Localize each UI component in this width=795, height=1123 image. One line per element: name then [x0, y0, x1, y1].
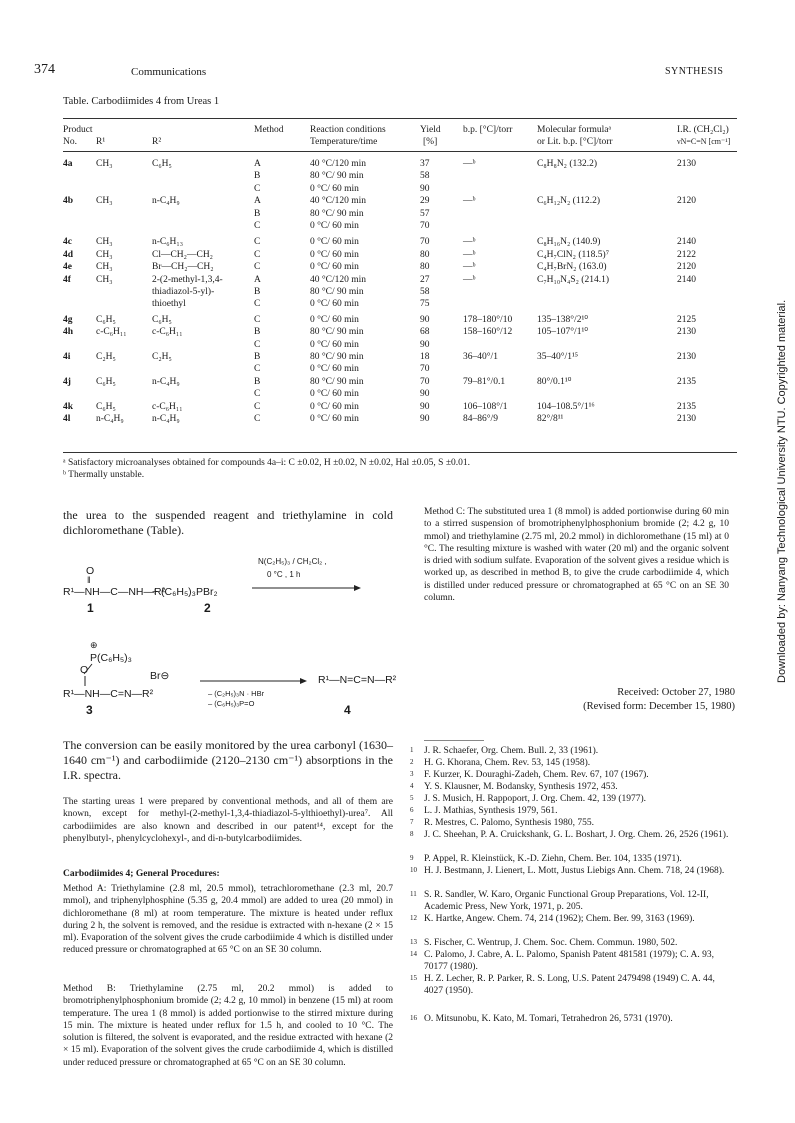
- th-yield-unit: [%]: [423, 137, 438, 147]
- cell-yield: 70: [420, 237, 430, 248]
- cell-product-no: 4e: [63, 262, 72, 273]
- cell-yield: 90: [420, 339, 430, 350]
- reference-item: [410, 889, 734, 913]
- reference-text: O. Mitsunobu, K. Kato, M. Tomari, Tetrahedron 26, 5731 (1970).: [424, 1014, 673, 1024]
- cell-yield: 80: [420, 249, 430, 260]
- reference-number: 10: [410, 866, 417, 874]
- cell-ir: 2130: [677, 159, 696, 169]
- cell-r2: c-C₆H₁₁: [152, 401, 183, 412]
- cell-bp: —ᵇ: [463, 249, 476, 260]
- cell-ir: 2135: [677, 376, 696, 387]
- scheme-p-group: P(C₆H₅)₃: [90, 652, 132, 664]
- reference-number: 8: [410, 830, 414, 838]
- reference-number: 7: [410, 818, 414, 826]
- cell-yield: 37: [420, 159, 430, 169]
- cell-bp: —ᵇ: [463, 274, 476, 285]
- cell-yield: 70: [420, 221, 430, 231]
- cell-ir: 2140: [677, 274, 696, 285]
- reference-text: H. J. Bestmann, J. Lienert, L. Mott, Justus Liebigs Ann. Chem. 718, 24 (1968).: [424, 866, 725, 876]
- cell-conditions: 80 °C/ 90 min: [310, 171, 364, 182]
- cell-conditions: 0 °C/ 60 min: [310, 183, 359, 194]
- cell-r1: CH₃: [96, 159, 113, 169]
- cell-bp: —ᵇ: [463, 159, 476, 169]
- scheme-double-bond: ‖: [87, 575, 91, 585]
- reference-number: 4: [410, 782, 414, 790]
- cell-method: C: [254, 299, 261, 310]
- footnote-a: ᵃ Satisfactory microanalyses obtained for compounds 4a–i: C ±0.02, H ±0.02, N ±0.02, Hal ±0.05, S ±0.01.: [63, 458, 471, 468]
- cell-formula: 80°/0.1¹⁰: [537, 376, 572, 387]
- cell-method: B: [254, 208, 261, 219]
- cell-formula: 105–107°/1¹⁰: [537, 327, 589, 338]
- scheme-bromide: Br⊖: [150, 670, 170, 682]
- th-no: No.: [63, 137, 77, 147]
- reference-number: 12: [410, 914, 417, 922]
- cell-r2: thioethyl: [152, 299, 186, 310]
- cell-method: C: [254, 364, 261, 375]
- reference-text: S. R. Sandler, W. Karo, Organic Functional Group Preparations, Vol. 12-II, Academic Press, New York, 1971, p. 205.: [424, 890, 709, 912]
- reference-text: K. Hartke, Angew. Chem. 74, 214 (1962); Chem. Ber. 99, 3163 (1969).: [424, 914, 695, 924]
- cell-method: C: [254, 414, 261, 424]
- cell-bp: 36–40°/1: [463, 352, 498, 362]
- cell-yield: 57: [420, 208, 430, 219]
- scheme-conditions-top: N(C₂H₅)₃ / CH₂Cl₂ ,: [258, 557, 327, 566]
- scheme-label-1: 1: [87, 601, 94, 615]
- cell-yield: 80: [420, 262, 430, 273]
- cell-method: C: [254, 339, 261, 350]
- cell-product-no: 4d: [63, 249, 74, 260]
- cell-bp: 106–108°/1: [463, 401, 508, 412]
- reference-item: [410, 769, 734, 781]
- cell-conditions: 80 °C/ 90 min: [310, 376, 364, 387]
- cell-r2: n-C₄H₉: [152, 376, 180, 387]
- table-bottom-rule: [63, 452, 737, 453]
- scheme-elimination-1: – (C₂H₅)₃N · HBr: [208, 689, 265, 698]
- reference-item: [410, 781, 734, 793]
- cell-conditions: 0 °C/ 60 min: [310, 249, 359, 260]
- cell-formula: C₆H₁₂N₂ (112.2): [537, 196, 601, 207]
- page-number: 374: [34, 62, 55, 77]
- cell-ir: 2130: [677, 352, 696, 362]
- scheme-o-single: O: [80, 664, 89, 676]
- reference-text: S. Fischer, C. Wentrup, J. Chem. Soc. Chem. Commun. 1980, 502.: [424, 938, 678, 948]
- cell-conditions: 0 °C/ 60 min: [310, 414, 359, 424]
- cell-product-no: 4f: [63, 274, 71, 285]
- cell-r1: CH₃: [96, 237, 113, 248]
- cell-formula: 104–108.5°/1¹⁶: [537, 401, 595, 412]
- cell-method: B: [254, 376, 261, 387]
- cell-r1: C₂H₅: [96, 352, 116, 362]
- cell-method: C: [254, 389, 261, 400]
- cell-formula: 35–40°/1¹⁵: [537, 352, 579, 362]
- cell-r1: C₆H₅: [96, 314, 116, 325]
- revised-date: (Revised form: December 15, 1980): [583, 701, 735, 712]
- cell-yield: 90: [420, 414, 430, 424]
- reference-text: J. R. Schaefer, Org. Chem. Bull. 2, 33 (1961).: [424, 746, 599, 756]
- cell-method: C: [254, 262, 261, 273]
- cell-ir: 2122: [677, 249, 696, 260]
- cell-product-no: 4h: [63, 327, 74, 338]
- reference-item: [410, 949, 734, 973]
- cell-r1: C₆H₅: [96, 401, 116, 412]
- cell-bp: 84–86°/9: [463, 414, 498, 424]
- th-formula: Molecular formulaᵃ: [537, 125, 612, 135]
- reference-number: 2: [410, 758, 414, 766]
- cell-ir: 2130: [677, 414, 696, 424]
- cell-r2: C₆H₅: [152, 314, 172, 325]
- cell-method: A: [254, 159, 261, 169]
- cell-product-no: 4j: [63, 376, 71, 387]
- cell-yield: 58: [420, 287, 430, 297]
- cell-product-no: 4g: [63, 314, 73, 325]
- cell-conditions: 0 °C/ 60 min: [310, 339, 359, 350]
- method-a-paragraph: Method A: Triethylamine (2.8 ml, 20.5 mmol), tetrachloromethane (2.3 ml, 20.7 mmol), and triphenylphosphine (5.35 g, 20.4 mmol) are added to urea (20 mmol) in dichloromethane (8 ml) at room temperature. The mixture is heated under reflux during 2 h, the solvent is removed, and the residue is extracted with n-hexane (2 × 15 ml). Evaporation of the solvent gives the crude carbodiimide 4 which is distilled under reduced pressure or chromatographed at 65 °C on an SE 30 column.: [63, 884, 393, 956]
- cell-method: C: [254, 249, 261, 260]
- cell-r2: n-C₆H₁₃: [152, 237, 184, 248]
- cell-conditions: 80 °C/ 90 min: [310, 208, 364, 219]
- cell-formula: 82°/8¹¹: [537, 414, 564, 424]
- reference-item: [410, 973, 734, 997]
- cell-conditions: 80 °C/ 90 min: [310, 352, 364, 362]
- cell-conditions: 0 °C/ 60 min: [310, 299, 359, 310]
- reference-number: 14: [410, 950, 417, 958]
- th-temperature-time: Temperature/time: [310, 137, 378, 147]
- cell-yield: 70: [420, 364, 430, 375]
- cell-formula: C₄H₇ClN₂ (118.5)⁷: [537, 249, 610, 260]
- download-notice: Downloaded by: Nanyang Technological University NTU. Copyrighted material.: [776, 299, 788, 683]
- cell-yield: 29: [420, 196, 430, 207]
- cell-ir: 2120: [677, 262, 696, 273]
- cell-r2: n-C₄H₉: [152, 414, 180, 424]
- cell-conditions: 0 °C/ 60 min: [310, 221, 359, 231]
- scheme-carbonyl-o: O: [86, 565, 95, 577]
- cell-product-no: 4i: [63, 352, 71, 362]
- reference-number: 1: [410, 746, 414, 754]
- cell-yield: 90: [420, 314, 430, 325]
- cell-formula: C₇H₁₀N₄S₂ (214.1): [537, 274, 609, 285]
- cell-formula: C₈H₁₆N₂ (140.9): [537, 237, 601, 248]
- reference-item: [410, 793, 734, 805]
- reference-text: J. S. Musich, H. Rappoport, J. Org. Chem. 42, 139 (1977).: [424, 794, 647, 804]
- cell-method: A: [254, 274, 261, 285]
- cell-ir: 2125: [677, 314, 696, 325]
- cell-yield: 18: [420, 352, 430, 362]
- starting-ureas-paragraph: The starting ureas 1 were prepared by conventional methods, and all of them are known, except for methyl-(2-methyl-1,3,4-thiadiazol-5-ylthioethyl)-urea⁷. All carbodiimides are also known and described in our patent¹⁴, except for the phenylbutyl-, phenylcyclohexyl-, and di-n-butylcarbodiimides.: [63, 797, 393, 844]
- scheme-label-2: 2: [204, 601, 211, 615]
- scheme-product: R¹—N=C=N—R²: [318, 674, 397, 686]
- cell-product-no: 4b: [63, 196, 74, 207]
- reference-item: [410, 829, 734, 841]
- reference-number: 6: [410, 806, 414, 814]
- cell-r2: C₂H₅: [152, 352, 172, 362]
- reference-text: P. Appel, R. Kleinstück, K.-D. Ziehn, Chem. Ber. 104, 1335 (1971).: [424, 854, 682, 864]
- cell-conditions: 40 °C/120 min: [310, 159, 367, 169]
- cell-conditions: 80 °C/ 90 min: [310, 327, 364, 338]
- journal-name: SYNTHESIS: [665, 66, 724, 77]
- cell-conditions: 0 °C/ 60 min: [310, 401, 359, 412]
- reference-text: Y. S. Klausner, M. Bodansky, Synthesis 1972, 453.: [424, 782, 618, 792]
- reference-number: 16: [410, 1014, 417, 1022]
- reference-item: [410, 745, 734, 757]
- cell-r1: CH₃: [96, 196, 113, 207]
- th-yield: Yield: [420, 125, 441, 135]
- scheme-conditions-bottom: 0 °C , 1 h: [267, 570, 301, 579]
- scheme-arrow-1: [252, 583, 362, 593]
- reference-number: 3: [410, 770, 414, 778]
- cell-r2: Cl—CH₂—CH₂: [152, 249, 213, 260]
- cell-conditions: 0 °C/ 60 min: [310, 314, 359, 325]
- cell-formula: C₈H₈N₂ (132.2): [537, 159, 598, 169]
- reference-item: [410, 805, 734, 817]
- th-method: Method: [254, 125, 284, 135]
- reference-item: [410, 1013, 734, 1025]
- cell-r2: Br—CH₂—CH₂: [152, 262, 214, 273]
- th-ir-unit: νN=C=N [cm⁻¹]: [677, 137, 731, 146]
- cell-r1: c-C₆H₁₁: [96, 327, 127, 338]
- cell-method: A: [254, 196, 261, 207]
- method-c-paragraph: Method C: The substituted urea 1 (8 mmol) is added portionwise during 60 min to a stirred suspension of bromotriphenylphosphonium bromide (2; 4.2 g, 10 mmol) and triethylamine (2.75 ml, 20.2 mmol) in dichloromethane (15 ml) at 0 °C. The resulting mixture is washed with water (20 ml) and the organic solvent is dried with sodium sulfate. Evaporation of the solvent gives a residue which is worked up, as described in method B, to give the crude carbodiimide 4, which is distilled under reduced pressure or chromatographed at 65 °C on an SE 30 column.: [424, 507, 729, 604]
- cell-ir: 2120: [677, 196, 696, 207]
- cell-r2: n-C₄H₉: [152, 196, 180, 207]
- intro-paragraph: the urea to the suspended reagent and triethylamine in cold dichloromethane (Table).: [63, 508, 393, 537]
- reference-number: 11: [410, 890, 417, 898]
- cell-bp: —ᵇ: [463, 237, 476, 248]
- cell-r1: CH₃: [96, 249, 113, 260]
- reference-number: 5: [410, 794, 414, 802]
- cell-formula: 135–138°/2¹⁰: [537, 314, 589, 325]
- cell-method: B: [254, 327, 261, 338]
- cell-bp: 79–81°/0.1: [463, 376, 506, 387]
- references-rule: [424, 740, 484, 741]
- cell-conditions: 80 °C/ 90 min: [310, 287, 364, 297]
- cell-bp: —ᵇ: [463, 196, 476, 207]
- table-header-rule: [63, 151, 737, 152]
- cell-product-no: 4a: [63, 159, 73, 169]
- cell-method: B: [254, 352, 261, 362]
- cell-product-no: 4k: [63, 401, 74, 412]
- th-r2: R²: [152, 137, 162, 147]
- cell-r2: thiadiazol-5-yl)-: [152, 287, 215, 297]
- cell-yield: 58: [420, 171, 430, 182]
- method-b-paragraph: Method B: Triethylamine (2.75 ml, 20.2 mmol) is added to bromotriphenylphosphonium bromide (2; 4.2 g, 10 mmol) in benzene (15 ml) at room temperature. The urea 1 (8 mmol) is added portionwise to the stirred mixture during 15 min. The mixture is heated under reflux for 1.5 h, and cooled to 10 °C. The solution is filtered, the solvent is evaporated, and the residue extracted with hexane (2 × 15 ml). Evaporation of the solvent gives the crude carbodiimide 4, which is distilled under reduced pressure or chromatographed at 65 °C on an SE 30 column.: [63, 984, 393, 1068]
- cell-method: B: [254, 171, 261, 182]
- reference-number: 9: [410, 854, 414, 862]
- th-conditions: Reaction conditions: [310, 125, 386, 135]
- cell-formula: C₄H₇BrN₂ (163.0): [537, 262, 607, 273]
- reference-item: [410, 865, 734, 877]
- scheme-intermediate: R¹—NH—C=N—R²: [63, 688, 154, 700]
- scheme-bonds: [82, 656, 94, 686]
- cell-ir: 2140: [677, 237, 696, 248]
- cell-ir: 2130: [677, 327, 696, 338]
- reference-item: [410, 757, 734, 769]
- cell-method: C: [254, 401, 261, 412]
- cell-method: B: [254, 287, 261, 297]
- cell-method: C: [254, 237, 261, 248]
- cell-method: C: [254, 221, 261, 231]
- monitor-paragraph: The conversion can be easily monitored by the urea carbonyl (1630–1640 cm⁻¹) and carbodiimide (2120–2130 cm⁻¹) absorptions in the I.R. spectra.: [63, 738, 393, 782]
- cell-yield: 90: [420, 183, 430, 194]
- cell-product-no: 4c: [63, 237, 72, 248]
- cell-conditions: 40 °C/120 min: [310, 196, 367, 207]
- reference-text: H. G. Khorana, Chem. Rev. 53, 145 (1958).: [424, 758, 591, 768]
- scheme-elimination-2: – (C₆H₅)₃P=O: [208, 699, 255, 708]
- cell-r1: CH₃: [96, 262, 113, 273]
- cell-yield: 75: [420, 299, 430, 310]
- th-ir: I.R. (CH₂Cl₂): [677, 125, 729, 135]
- reference-item: [410, 853, 734, 865]
- cell-ir: 2135: [677, 401, 696, 412]
- th-r1: R¹: [96, 137, 106, 147]
- th-product: Product: [63, 125, 93, 135]
- footnote-b: ᵇ Thermally unstable.: [63, 470, 145, 480]
- reference-item: [410, 913, 734, 925]
- cell-conditions: 40 °C/120 min: [310, 274, 367, 285]
- cell-r1: n-C₄H₉: [96, 414, 124, 424]
- cell-yield: 90: [420, 389, 430, 400]
- cell-conditions: 0 °C/ 60 min: [310, 364, 359, 375]
- reference-number: 13: [410, 938, 417, 946]
- section-title: Communications: [131, 66, 207, 78]
- cell-r2: C₆H₅: [152, 159, 172, 169]
- cell-conditions: 0 °C/ 60 min: [310, 237, 359, 248]
- cell-yield: 90: [420, 401, 430, 412]
- cell-product-no: 4l: [63, 414, 71, 424]
- reference-text: F. Kurzer, K. Douraghi-Zadeh, Chem. Rev. 67, 107 (1967).: [424, 770, 649, 780]
- cell-bp: 178–180°/10: [463, 314, 513, 325]
- received-date: Received: October 27, 1980: [617, 687, 735, 698]
- th-bp: b.p. [°C]/torr: [463, 125, 513, 135]
- cell-r2: c-C₆H₁₁: [152, 327, 183, 338]
- cell-bp: 158–160°/12: [463, 327, 513, 338]
- general-procedures-heading: Carbodiimides 4; General Procedures:: [63, 869, 220, 879]
- reference-item: [410, 817, 734, 829]
- reference-text: J. C. Sheehan, P. A. Cruickshank, G. L. Boshart, J. Org. Chem. 26, 2526 (1961).: [424, 830, 729, 840]
- reference-text: H. Z. Lecher, R. P. Parker, R. S. Long, U.S. Patent 2479498 (1949) C. A. 44, 4027 (1950).: [424, 974, 715, 996]
- cell-yield: 70: [420, 376, 430, 387]
- scheme-urea: R¹—NH—C—NH—R²: [63, 586, 166, 598]
- cell-method: C: [254, 183, 261, 194]
- scheme-arrow-2: [200, 676, 310, 686]
- cell-bp: —ᵇ: [463, 262, 476, 273]
- reference-item: [410, 937, 734, 949]
- th-lit-bp: or Lit. b.p. [°C]/torr: [537, 137, 613, 147]
- cell-conditions: 0 °C/ 60 min: [310, 389, 359, 400]
- table-title: Table. Carbodiimides 4 from Ureas 1: [63, 96, 220, 107]
- cell-yield: 27: [420, 274, 430, 285]
- reference-text: C. Palomo, J. Cabre, A. L. Palomo, Spanish Patent 481581 (1979); C. A. 93, 70177 (1980).: [424, 950, 715, 972]
- scheme-reagent: + (C₆H₅)₃PBr₂: [152, 586, 218, 598]
- cell-conditions: 0 °C/ 60 min: [310, 262, 359, 273]
- scheme-label-3: 3: [86, 703, 93, 717]
- cell-yield: 68: [420, 327, 430, 338]
- cell-r1: CH₃: [96, 274, 113, 285]
- reference-number: 15: [410, 974, 417, 982]
- cell-method: C: [254, 314, 261, 325]
- reference-text: R. Mestres, C. Palomo, Synthesis 1980, 755.: [424, 818, 594, 828]
- scheme-label-4: 4: [344, 703, 351, 717]
- reference-text: L. J. Mathias, Synthesis 1979, 561.: [424, 806, 558, 816]
- cell-r1: C₆H₅: [96, 376, 116, 387]
- scheme-plus-charge: ⊕: [90, 640, 98, 650]
- table-top-rule: [63, 118, 737, 119]
- cell-r2: 2-(2-methyl-1,3,4-: [152, 274, 223, 285]
